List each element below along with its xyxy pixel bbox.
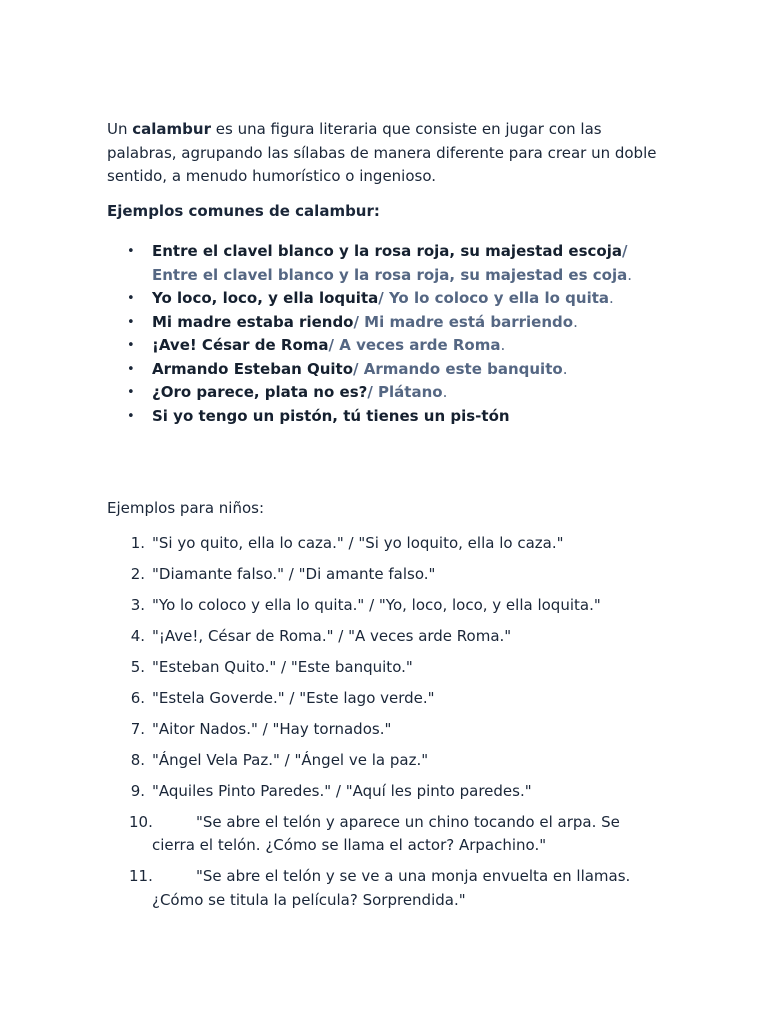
list-item [107,656,667,680]
item-number: 7. [130,719,145,738]
kids-examples-list [107,532,667,913]
example-original: Entre el clavel blanco y la rosa roja, su majestad escoja [152,242,622,260]
list-item [107,811,667,858]
item-number: 1. [130,533,145,552]
example-period: . [573,312,578,331]
intro-prefix: Un [107,120,133,138]
example-period: . [609,289,614,307]
item-text: "Aitor Nados." / "Hay tornados." [152,719,392,738]
item-text: "Diamante falso." / "Di amante falso." [152,564,436,583]
example-alternate: / Armando este banquito [353,359,563,378]
list-item [107,405,667,429]
list-item [107,381,667,405]
example-alternate: / Plátano [367,383,443,401]
item-text: "Yo lo coloco y ella lo quita." / "Yo, loco, loco, y ella loquita." [152,595,601,614]
item-number: 5. [130,657,145,676]
example-original: Si yo tengo un pistón, tú tienes un pis-tón [152,406,510,425]
item-text: "Se abre el telón y se ve a una monja envuelta en llamas. [196,867,631,885]
item-number: 2. [130,564,145,583]
list-item [107,358,667,382]
bullet-icon: • [127,361,135,377]
example-alternate: / A veces arde Roma [328,336,501,354]
document-body [107,118,667,920]
example-period: . [500,336,506,354]
common-examples-list [107,240,667,428]
example-period: . [562,359,568,378]
example-period: . [627,265,632,284]
example-alternate: / Entre el clavel blanco y la rosa roja, su majestad es coja [152,242,628,284]
bullet-icon: • [127,291,135,306]
list-item [107,240,667,287]
intro-term: calambur [132,120,211,138]
example-original: Mi madre estaba riendo [152,312,354,331]
item-text: "Si yo quito, ella lo caza." / "Si yo loquito, ella lo caza." [152,533,564,552]
example-alternate: / Yo lo coloco y ella lo quita [378,289,610,307]
intro-rest: es una figura literaria que consiste en jugar con las palabras, agrupando las sílabas de manera diferente para crear un doble sentido, a menudo humorístico o ingenioso. [107,120,657,185]
item-number: 4. [130,626,145,645]
item-text: "Se abre el telón y aparece un chino tocando el arpa. Se [196,812,620,831]
list-item [107,625,667,649]
example-original: Yo loco, loco, y ella loquita [152,289,379,307]
list-item [107,563,667,587]
list-item [107,780,667,804]
bullet-icon: • [127,244,135,259]
bullet-icon: • [127,314,135,330]
example-original: ¿Oro parece, plata no es? [152,383,368,401]
example-period: . [442,383,448,401]
item-number: 11. [129,867,153,885]
common-examples-heading: Ejemplos comunes de calambur: [107,201,380,220]
item-number: 6. [130,688,145,707]
list-item [107,334,667,358]
bullet-icon: • [127,338,135,353]
list-item [107,687,667,711]
item-number: 9. [130,781,145,800]
item-number: 10. [129,812,153,831]
example-original: Armando Esteban Quito [152,359,354,378]
list-item [107,594,667,618]
item-text: "Esteban Quito." / "Este banquito." [152,657,413,676]
list-item [107,532,667,556]
list-item [107,749,667,773]
item-text: "¡Ave!, César de Roma." / "A veces arde Roma." [152,626,512,645]
item-text: "Estela Goverde." / "Este lago verde." [152,688,435,707]
example-alternate: / Mi madre está barriendo [353,312,574,331]
bullet-icon: • [127,385,135,400]
list-item [107,311,667,335]
list-item [107,287,667,311]
list-item [107,718,667,742]
item-text: "Ángel Vela Paz." / "Ángel ve la paz." [152,750,429,769]
item-text-continued: cierra el telón. ¿Cómo se llama el actor? Arpachino." [152,836,547,854]
item-number: 8. [130,750,145,769]
example-original: ¡Ave! César de Roma [152,336,329,354]
list-item [107,865,667,912]
item-text-continued: ¿Cómo se titula la película? Sorprendida." [152,890,466,909]
intro-paragraph [107,118,667,189]
item-text: "Aquiles Pinto Paredes." / "Aquí les pinto paredes." [152,781,532,800]
item-number: 3. [130,595,145,614]
kids-examples-heading: Ejemplos para niños: [107,499,265,517]
bullet-icon: • [127,408,135,424]
